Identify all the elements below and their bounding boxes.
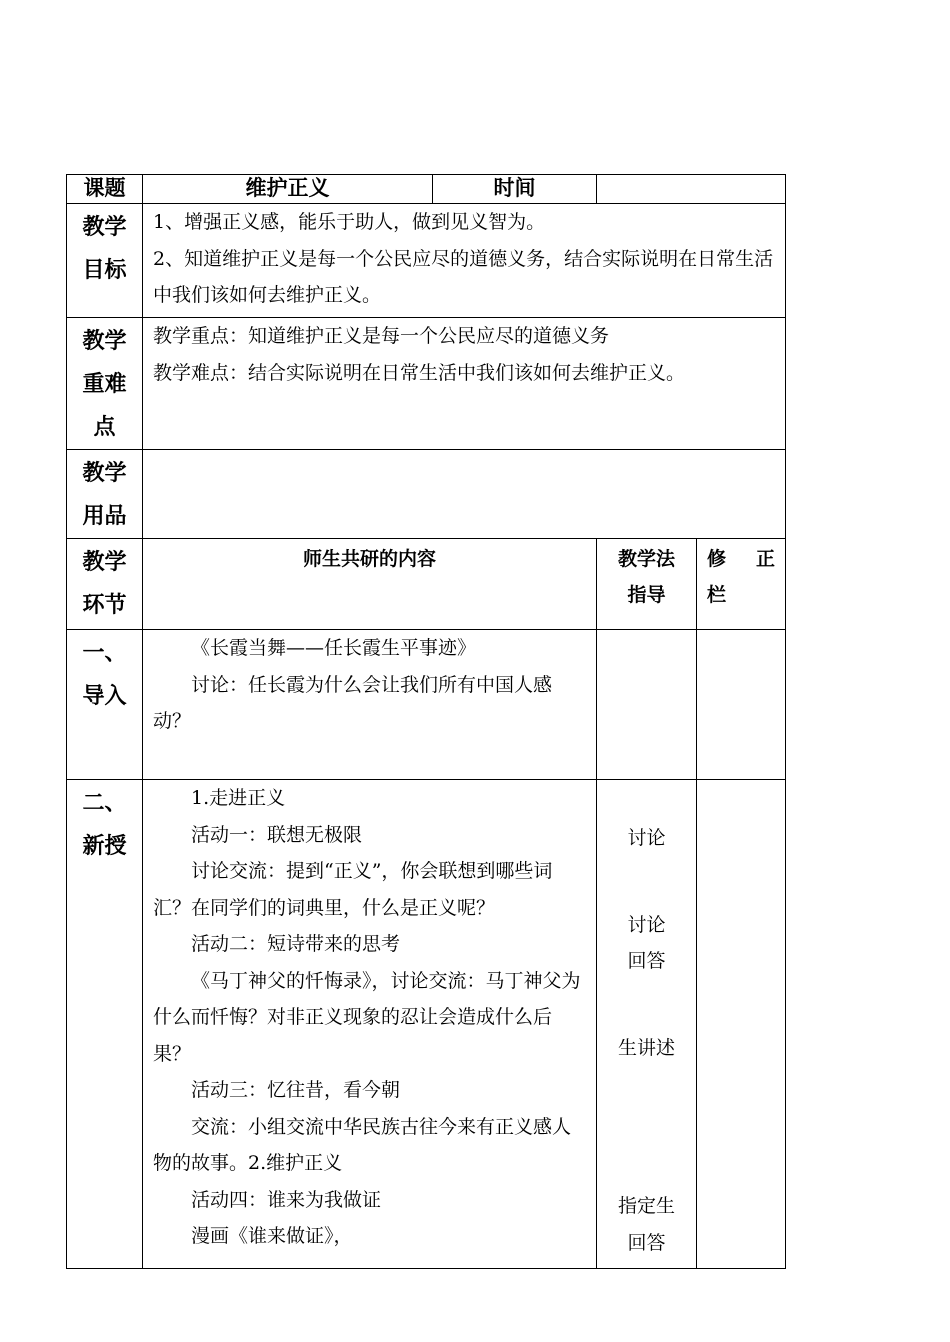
new-lesson-revision (697, 780, 786, 1269)
lesson-line: 活动二：短诗带来的思考 (191, 933, 401, 955)
new-lesson-row (67, 780, 786, 1269)
intro-line-1: 《长霞当舞——任长霞生平事迹》 (191, 637, 477, 659)
intro-row (67, 630, 786, 780)
method-note: 讨论 (627, 913, 666, 936)
revision-column-label: 修 正栏 (697, 539, 786, 630)
goal-line-2: 2、知道维护正义是每一个公民应尽的道德义务，结合实际说明在日常生活中我们该如何去维护正义。 (153, 247, 774, 306)
method-note: 回答 (627, 950, 666, 972)
new-lesson-content (143, 780, 597, 1269)
stage-column-label: 教学 环节 (67, 539, 143, 630)
goal-line-1: 1、增强正义感，能乐于助人，做到见义智为。 (153, 211, 546, 233)
materials-row (67, 450, 786, 539)
lesson-line: 1.走进正义 (191, 787, 286, 809)
time-label: 时间 (433, 175, 597, 204)
lesson-line: 活动四：谁来为我做证 (191, 1188, 382, 1211)
lesson-line: 活动三：忆往昔，看今朝 (191, 1079, 401, 1101)
materials-label: 教学 用品 (67, 450, 143, 539)
goals-row (67, 204, 786, 318)
new-lesson-label: 二、 新授 (67, 780, 143, 1269)
goals-label: 教学 目标 (67, 204, 143, 318)
intro-revision (697, 630, 786, 780)
lesson-line: 漫画《谁来做证》， (191, 1225, 353, 1247)
topic-value: 维护正义 (143, 175, 433, 204)
method-note: 指定生 (617, 1195, 675, 1217)
new-lesson-method (597, 780, 697, 1269)
time-value (597, 175, 786, 204)
lesson-line: 交流：小组交流中华民族古往今来有正义感人物的故事。2.维护正义 (153, 1115, 572, 1174)
difficult-point-line: 教学难点：结合实际说明在日常生活中我们该如何去维护正义。 (153, 361, 686, 384)
goals-content (143, 204, 786, 318)
key-points-content (143, 318, 786, 450)
content-column-label: 师生共研的内容 (143, 539, 597, 630)
lesson-line: 《马丁神父的忏悔录》，讨论交流：马丁神父为什么而忏悔？对非正义现象的忍让会造成什么后果？ (153, 969, 581, 1065)
intro-label: 一、 导入 (67, 630, 143, 780)
key-points-label: 教学 重难 点 (67, 318, 143, 450)
method-note: 回答 (627, 1231, 666, 1254)
materials-content (143, 450, 786, 539)
intro-method (597, 630, 697, 780)
key-points-row (67, 318, 786, 450)
method-note: 讨论 (627, 827, 666, 849)
lesson-line: 活动一：联想无极限 (191, 823, 363, 846)
key-point-line: 教学重点：知道维护正义是每一个公民应尽的道德义务 (153, 325, 610, 347)
intro-line-2: 讨论：任长霞为什么会让我们所有中国人感动？ (153, 673, 553, 732)
topic-row (67, 175, 786, 204)
intro-content (143, 630, 597, 780)
column-header-row (67, 539, 786, 630)
method-note: 生讲述 (617, 1036, 675, 1059)
lesson-plan-table (66, 174, 786, 1269)
method-column-label: 教学法 指导 (597, 539, 697, 630)
topic-label: 课题 (67, 175, 143, 204)
lesson-line: 讨论交流：提到“正义”，你会联想到哪些词汇？在同学们的词典里，什么是正义呢？ (153, 860, 553, 919)
